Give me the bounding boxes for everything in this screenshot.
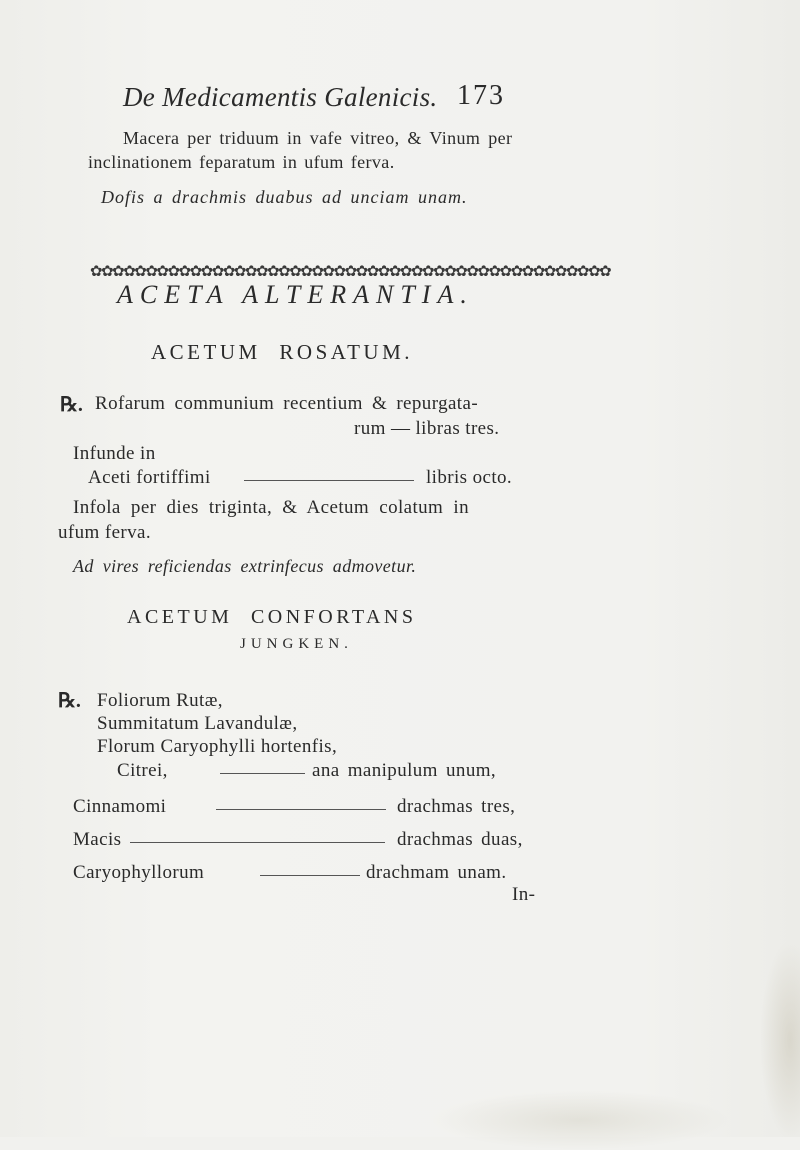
page-number: 173: [457, 80, 505, 111]
recipe-line: Rofarum communium recentium & repurgata-: [95, 393, 479, 414]
ingredient-amount: libris octo.: [426, 467, 513, 488]
dose-instruction: Dofis a drachmis duabus ad unciam unam.: [101, 187, 468, 207]
paper-stain: [760, 940, 800, 1140]
paragraph-line: Macera per triduum in vafe vitreo, & Vinum per: [123, 128, 513, 148]
ornamental-divider: ✿✿✿✿✿✿✿✿✿✿✿✿✿✿✿✿✿✿✿✿✿✿✿✿✿✿✿✿✿✿✿✿✿✿✿✿✿✿✿✿✿✿✿✿✿✿✿: [90, 264, 611, 280]
ingredient-amount: drachmas tres,: [397, 796, 516, 817]
ingredient-name: Summitatum Lavandulæ,: [97, 713, 298, 734]
section-title: ACETA ALTERANTIA.: [117, 280, 474, 309]
recipe-title: ACETUM CONFORTANS: [127, 606, 417, 628]
ingredient-name: Citrei,: [117, 760, 168, 781]
dash-leader: [130, 842, 385, 843]
dash-leader: [220, 773, 305, 774]
recipe-line: ufum ferva.: [58, 522, 152, 543]
dash-leader: [244, 480, 414, 481]
recipe-line: Infunde in: [73, 443, 156, 464]
recipe-title: ACETUM ROSATUM.: [151, 340, 414, 364]
paper-stain: [430, 1090, 730, 1150]
recipe-line: rum — libras tres.: [354, 418, 500, 439]
usage-note: Ad vires reficiendas extrinfecus admovetur.: [73, 556, 417, 576]
dash-leader: [216, 809, 386, 810]
recipe-author: JUNGKEN.: [240, 636, 353, 652]
rx-symbol: ℞.: [58, 690, 81, 712]
dash-leader: [260, 875, 360, 876]
ingredient-name: Florum Caryophylli hortenfis,: [97, 736, 338, 757]
ingredient-name: Aceti fortiffimi: [88, 467, 211, 488]
ingredient-amount: drachmam unam.: [366, 862, 507, 883]
ingredient-name: Foliorum Rutæ,: [97, 690, 223, 711]
rx-symbol: ℞.: [60, 394, 83, 416]
ingredient-amount: ana manipulum unum,: [312, 760, 497, 781]
ingredient-name: Caryophyllorum: [73, 862, 205, 883]
ingredient-name: Cinnamomi: [73, 796, 167, 817]
ingredient-name: Macis: [73, 829, 122, 850]
catchword: In-: [512, 884, 536, 905]
recipe-line: Infola per dies triginta, & Acetum colatum in: [73, 497, 469, 518]
ingredient-amount: drachmas duas,: [397, 829, 523, 850]
running-header-title: De Medicamentis Galenicis.: [123, 82, 438, 112]
paragraph-line: inclinationem feparatum in ufum ferva.: [88, 152, 395, 172]
